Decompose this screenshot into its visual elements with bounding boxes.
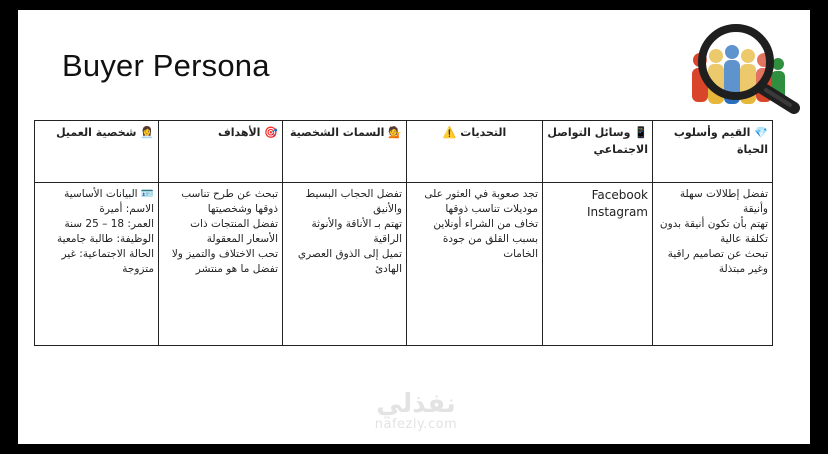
cell-challenges	[407, 183, 543, 346]
header-customer-persona	[35, 121, 159, 183]
magnifier-people-icon	[686, 18, 804, 114]
persona-marital-status: الحالة الاجتماعية: غير متزوجة	[61, 248, 154, 275]
value-item: تهتم بأن تكون أنيقة بدون تكلفة عالية	[659, 218, 768, 245]
person-icon: 💁	[388, 126, 402, 139]
page-title: Buyer Persona	[62, 48, 270, 83]
persona-content-row	[35, 183, 773, 346]
social-platform: Instagram	[586, 205, 648, 219]
cell-values-lifestyle	[653, 183, 773, 346]
persona-icon: 👩‍💼	[140, 126, 154, 139]
basic-info-heading: 🪪 البيانات الأساسية	[64, 188, 154, 200]
social-platform: Facebook	[591, 188, 648, 202]
value-item: تفضل إطلالات سهلة وأنيقة	[679, 188, 768, 215]
watermark-arabic: نفذلي	[376, 389, 456, 419]
cell-personal-traits	[283, 183, 407, 346]
cell-social-media	[543, 183, 653, 346]
header-label: شخصية العميل	[56, 126, 137, 139]
watermark-url: nafezly.com	[374, 417, 458, 432]
trait-item: تميل إلى الذوق العصري الهادئ	[297, 248, 402, 275]
persona-header-row	[35, 121, 773, 183]
phone-icon: 📱	[634, 126, 648, 139]
persona-job: الوظيفة: طالبة جامعية	[57, 233, 154, 245]
goal-item: تحب الاختلاف والتميز ولا تفضل ما هو منتشر	[171, 248, 278, 275]
header-values-lifestyle	[653, 121, 773, 183]
header-social-media	[543, 121, 653, 183]
cell-customer-persona	[35, 183, 159, 346]
persona-table	[34, 120, 773, 346]
warning-icon: ⚠️	[442, 126, 457, 139]
trait-item: تفضل الحجاب البسيط والأنيق	[305, 188, 402, 215]
header-challenges	[407, 121, 543, 183]
header-label: السمات الشخصية	[289, 126, 385, 139]
persona-name: الاسم: أميرة	[99, 203, 154, 215]
watermark	[356, 390, 476, 432]
header-label: القيم وأسلوب الحياة	[673, 126, 768, 156]
gem-icon: 💎	[754, 126, 768, 139]
persona-age: العمر: 18 – 25 سنة	[64, 218, 154, 230]
goal-item: تبحث عن طرح تناسب ذوقها وشخصيتها	[181, 188, 278, 215]
slide	[18, 10, 810, 444]
challenge-item: تجد صعوبة في العثور على موديلات تناسب ذوقها	[424, 188, 538, 215]
target-icon: 🎯	[264, 126, 278, 139]
header-label: وسائل التواصل الاجتماعي	[547, 126, 648, 156]
value-item: تبحث عن تصاميم راقية وغير مبتذلة	[667, 248, 768, 275]
header-label: التحديات	[460, 126, 507, 139]
header-label: الأهداف	[217, 126, 261, 139]
header-goals	[159, 121, 283, 183]
cell-goals	[159, 183, 283, 346]
trait-item: تهتم بـ الأناقة والأنوثة الراقية	[311, 218, 402, 245]
header-personal-traits	[283, 121, 407, 183]
challenge-item: تخاف من الشراء أونلاين بسبب القلق من جودة الخامات	[433, 218, 538, 260]
goal-item: تفضل المنتجات ذات الأسعار المعقولة	[190, 218, 278, 245]
